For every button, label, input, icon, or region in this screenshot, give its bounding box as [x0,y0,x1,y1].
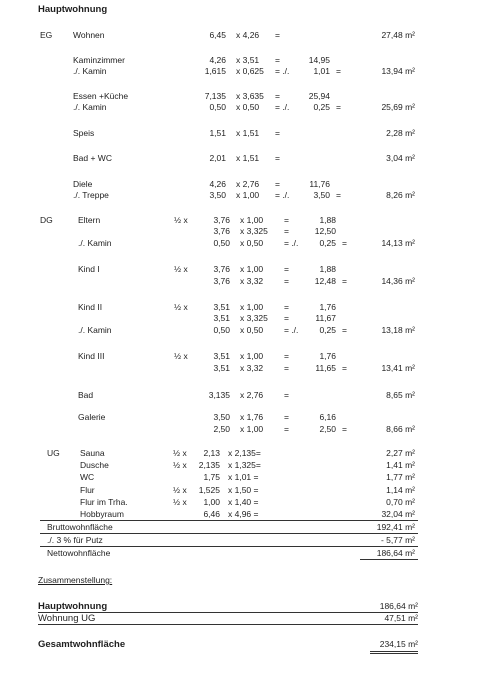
equals: = [342,238,347,248]
dim-a: 3,76 [213,276,230,286]
dim-b: x 0,50 [236,102,260,112]
equals: = [342,276,347,286]
equals: = [275,30,280,40]
subtotal: 3,50 [313,190,330,200]
room-total: 2,28 m² [386,128,415,138]
equals: = [284,363,289,373]
dim-b: x 3,635 [236,91,264,101]
dim-a: 3,76 [213,226,230,236]
divider-rule [40,546,418,547]
divider-rule [360,559,418,560]
subtotal: 6,16 [319,412,336,422]
room-label: Sauna [80,448,105,458]
dim-a: 6,45 [209,30,226,40]
subtotal: 1,88 [319,264,336,274]
dim-a: 2,135 [198,460,220,470]
equals: = [275,55,280,65]
dim-b: x 3,32 [240,363,264,373]
room-label: ./. Kamin [73,102,107,112]
dim-a: 3,50 [209,190,226,200]
equals: = [336,190,341,200]
floor-label-eg: EG [40,30,53,40]
summary-total: 186,64 m² [376,548,415,558]
dim-b: x 2,76 [236,179,260,189]
equals: = [284,276,289,286]
half-factor: ½ x [174,302,188,312]
subtotal: 1,01 [313,66,330,76]
equals: = [284,302,289,312]
half-factor: ½ x [174,264,188,274]
subtotal: 14,95 [308,55,330,65]
dim-b: x 1,00 [240,215,264,225]
room-label: Eltern [78,215,101,225]
room-label: Flur im Trha. [80,497,128,507]
equals: = [336,66,341,76]
dim-a: 1,00 [203,497,220,507]
room-label: Wohnen [73,30,105,40]
equals: = [275,153,280,163]
dim-b: x 3,325 [240,226,268,236]
room-total: 8,65 m² [386,390,415,400]
deduct-op: = ./. [275,190,290,200]
dim-b: x 3,51 [236,55,260,65]
dim-a: 3,51 [213,351,230,361]
zusammen-label: Wohnung UG [38,613,96,624]
room-label: ./. Kamin [78,325,112,335]
room-label: Flur [80,485,95,495]
half-factor: ½ x [173,460,187,470]
dim-a: 0,50 [213,325,230,335]
room-label: Bad + WC [73,153,112,163]
zusammenstellung-heading: Zusammenstellung: [38,575,113,585]
dim-a: 7,135 [204,91,226,101]
summary-label: ./. 3 % für Putz [47,535,103,545]
dim-a: 4,26 [209,179,226,189]
divider-rule [38,612,418,613]
dim-b: x 1,00 [240,351,264,361]
dim-b: x 2,135= [228,448,261,458]
dim-b: x 2,76 [240,390,264,400]
dim-b: x 4,26 [236,30,260,40]
subtotal: 11,67 [315,313,336,323]
room-label: ./. Kamin [78,238,112,248]
room-total: 13,94 m² [381,66,415,76]
dim-a: 2,13 [203,448,220,458]
equals: = [284,226,289,236]
equals: = [284,351,289,361]
equals: = [336,102,341,112]
subtotal: 25,94 [308,91,330,101]
room-total: 8,26 m² [386,190,415,200]
dim-a: 3,76 [213,215,230,225]
dim-b: x 1,40 = [228,497,259,507]
room-total: 13,41 m² [381,363,415,373]
zusammen-total: 186,64 m² [379,601,418,611]
subtotal: 0,25 [319,238,336,248]
zusammen-label: Hauptwohnung [38,601,108,612]
subtotal: 0,25 [313,102,330,112]
zusammen-label: Gesamtwohnfläche [38,639,126,650]
dim-a: 3,76 [213,264,230,274]
subtotal: 2,50 [319,424,336,434]
dim-b: x 3,325 [240,313,268,323]
summary-label: Nettowohnfläche [47,548,111,558]
room-label: ./. Treppe [73,190,109,200]
room-total: 14,13 m² [381,238,415,248]
room-total: 3,04 m² [386,153,415,163]
equals: = [342,325,347,335]
dim-b: x 1,50 = [228,485,259,495]
dim-a: 3,51 [213,363,230,373]
room-total: 8,66 m² [386,424,415,434]
dim-a: 3,51 [213,313,230,323]
dim-a: 3,50 [213,412,230,422]
room-total: 32,04 m² [381,509,415,519]
dim-a: 6,46 [203,509,220,519]
room-label: WC [80,472,95,482]
subtotal: 1,76 [319,302,336,312]
dim-a: 1,615 [204,66,226,76]
dim-a: 4,26 [209,55,226,65]
dim-a: 1,51 [209,128,226,138]
deduct-op: = ./. [284,325,299,335]
room-total: 2,27 m² [386,448,415,458]
subtotal: 1,76 [319,351,336,361]
dim-a: 3,51 [213,302,230,312]
zusammen-total: 234,15 m² [379,639,418,649]
room-label: Kaminzimmer [73,55,125,65]
dim-a: 0,50 [209,102,226,112]
room-label: Kind III [78,351,105,361]
room-total: 14,36 m² [381,276,415,286]
room-total: 0,70 m² [386,497,415,507]
dim-b: x 1,00 [240,424,264,434]
deduct-op: = ./. [275,66,290,76]
dim-a: 0,50 [213,238,230,248]
dim-b: x 1,325= [228,460,261,470]
divider-rule [40,533,418,534]
room-total: 1,14 m² [386,485,415,495]
dim-b: x 1,00 [236,190,260,200]
half-factor: ½ x [173,497,187,507]
divider-rule [38,624,418,625]
subtotal: 11,65 [315,363,336,373]
deduct-op: = ./. [284,238,299,248]
dim-a: 1,525 [198,485,220,495]
room-label: Galerie [78,412,106,422]
room-total: 13,18 m² [381,325,415,335]
dim-a: 2,01 [209,153,226,163]
dim-a: 3,135 [208,390,230,400]
room-total: 1,77 m² [386,472,415,482]
dim-b: x 1,00 [240,302,264,312]
deduct-op: = ./. [275,102,290,112]
room-total: 25,69 m² [381,102,415,112]
dim-a: 1,75 [203,472,220,482]
room-total: 27,48 m² [381,30,415,40]
dim-b: x 0,625 [236,66,264,76]
floor-label-ug: UG [47,448,60,458]
equals: = [275,128,280,138]
equals: = [284,215,289,225]
equals: = [284,424,289,434]
divider-rule [40,520,418,521]
equals: = [275,179,280,189]
summary-label: Bruttowohnfläche [47,522,113,532]
dim-b: x 3,32 [240,276,264,286]
subtotal: 12,50 [314,226,336,236]
subtotal: 12,48 [314,276,336,286]
room-total: 1,41 m² [386,460,415,470]
summary-total: - 5,77 m² [380,535,415,545]
equals: = [342,424,347,434]
dim-b: x 0,50 [240,238,264,248]
dim-b: x 4,96 = [228,509,259,519]
subtotal: 11,76 [309,179,330,189]
zusammen-total: 47,51 m² [384,613,418,623]
equals: = [284,313,289,323]
equals: = [284,412,289,422]
equals: = [275,91,280,101]
room-label: Dusche [80,460,109,470]
equals: = [284,390,289,400]
room-label: Bad [78,390,94,400]
summary-total: 192,41 m² [376,522,415,532]
room-label: Kind II [78,302,103,312]
half-factor: ½ x [174,215,188,225]
half-factor: ½ x [173,485,187,495]
room-label: Diele [73,179,93,189]
room-label: Kind I [78,264,100,274]
room-label: Hobbyraum [80,509,124,519]
dim-b: x 0,50 [240,325,264,335]
floor-label-dg: DG [40,215,53,225]
dim-b: x 1,51 [236,153,260,163]
dim-b: x 1,00 [240,264,264,274]
room-label: Essen +Küche [73,91,129,101]
dim-b: x 1,76 [240,412,264,422]
room-label: ./. Kamin [73,66,107,76]
subtotal: 0,25 [319,325,336,335]
equals: = [284,264,289,274]
page-title: Hauptwohnung [38,4,108,15]
room-label: Speis [73,128,95,138]
double-underline [370,651,418,654]
half-factor: ½ x [173,448,187,458]
equals: = [342,363,347,373]
half-factor: ½ x [174,351,188,361]
dim-a: 2,50 [213,424,230,434]
dim-b: x 1,51 [236,128,260,138]
dim-b: x 1,01 = [228,472,259,482]
subtotal: 1,88 [319,215,336,225]
